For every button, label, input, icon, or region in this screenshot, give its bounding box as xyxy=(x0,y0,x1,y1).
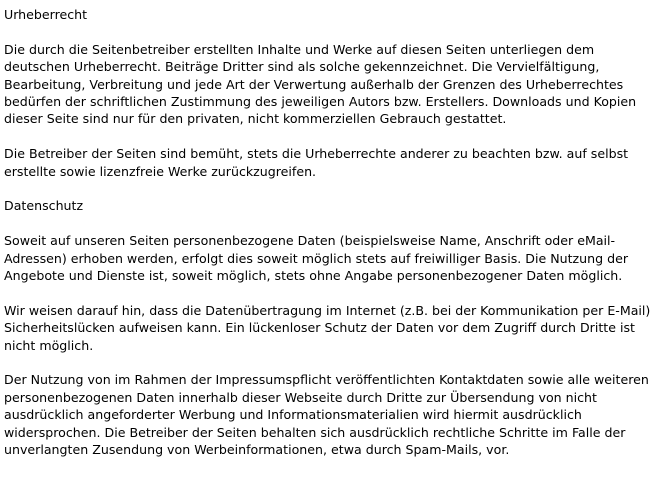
spacer xyxy=(4,284,659,301)
copyright-paragraph-2: Die Betreiber der Seiten sind bemüht, stets die Urheberrechte anderer zu beachten bzw. auf selbst erstellte sowie lizenzfreie Werke zurückzugreifen. xyxy=(4,146,629,179)
privacy-paragraph-2: Wir weisen darauf hin, dass die Datenübertragung im Internet (z.B. bei der Kommunikation per E-Mail) Sicherheitslücken aufweisen kann. Ein lückenloser Schutz der Daten vor dem Zugriff durch Dritte ist nicht möglich. xyxy=(4,302,651,353)
privacy-paragraph-3: Der Nutzung von im Rahmen der Impressumspflicht veröffentlichten Kontaktdaten sowie alle weiteren personenbezogenen Daten innerhalb dieser Webseite durch Dritte zur Übersendung von nicht ausdrücklich angeforderter Werbung und Informationsmaterialien wird hiermit ausdrücklich widersprochen. Die Betreiber der Seiten behalten sich ausdrücklich rechtliche Schritte im Falle der unverlangten Zusendung von Werbeinformationen, etwa durch Spam-Mails, vor. xyxy=(4,372,649,458)
spacer xyxy=(4,180,659,197)
section-heading-privacy: Datenschutz xyxy=(4,198,84,214)
spacer xyxy=(4,354,659,371)
legal-notice-content xyxy=(4,6,659,458)
section-heading-copyright: Urheberrecht xyxy=(4,7,88,22)
spacer xyxy=(4,23,659,40)
privacy-paragraph-1: Soweit auf unseren Seiten personenbezogene Daten (beispielsweise Name, Anschrift oder eMail-Adressen) erhoben werden, erfolgt dies soweit möglich stets auf freiwilliger Basis. Die Nutzung der Angebote und Dienste ist, soweit möglich, stets ohne Angabe personenbezogener Daten möglich. xyxy=(4,233,629,284)
spacer xyxy=(4,215,659,232)
copyright-paragraph-1: Die durch die Seitenbetreiber erstellten Inhalte und Werke auf diesen Seiten unterliegen dem deutschen Urheberrecht. Beiträge Dritter sind als solche gekennzeichnet. Die Vervielfältigung, Bearbeitung, Verbreitung und jede Art der Verwertung außerhalb der Grenzen des Urheberrechtes bedürfen der schriftlichen Zustimmung des jeweiligen Autors bzw. Erstellers. Downloads und Kopien dieser Seite sind nur für den privaten, nicht kommerziellen Gebrauch gestattet. xyxy=(4,41,637,127)
spacer xyxy=(4,128,659,145)
